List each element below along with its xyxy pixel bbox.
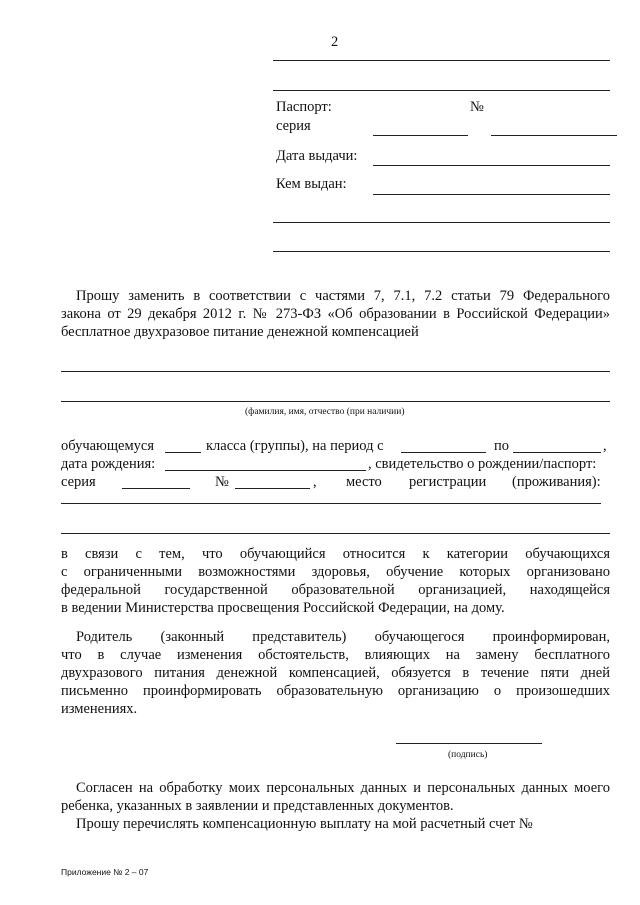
issued-by-field[interactable] [373,194,610,195]
passport-number-label: № [470,99,484,115]
signature-caption: (подпись) [448,750,488,760]
period-to-field[interactable] [513,452,601,453]
doc-number-label: № [215,474,229,490]
class-period-label: класса (группы), на период с [206,438,384,454]
parent-line-4: письменно проинформировать образовательную организацию о произошедших [61,683,610,699]
page-number: 2 [331,34,339,50]
passport-label: Паспорт: [276,99,332,115]
parent-line-2: что в случае изменения обстоятельств, влияющих на замену бесплатного [61,647,610,663]
passport-number-field[interactable] [491,135,617,136]
birth-certificate-label: , свидетельство о рождении/паспорт: [368,456,597,472]
parent-line-5: изменениях. [61,701,138,717]
class-field[interactable] [165,452,201,453]
reason-line-2: с ограниченными возможностями здоровья, обучение которых организовано [61,564,610,580]
reason-line-1: в связи с тем, что обучающийся относится к категории обучающихся [61,546,610,562]
period-from-field[interactable] [401,452,486,453]
birth-date-label: дата рождения: [61,456,156,472]
registration-field-2[interactable] [61,533,610,534]
parent-line-1: Родитель (законный представитель) обучающегося проинформирован, [76,629,610,645]
issued-by-field-2[interactable] [273,222,610,223]
doc-series-label: серия [61,474,96,490]
parent-line-3: двухразового питания денежной компенсацией, обязуется в течение пяти дней [61,665,610,681]
issued-by-label: Кем выдан: [276,176,347,192]
header-line-1 [273,60,610,61]
registration-word-2: регистрации [409,474,487,490]
registration-word-1: место [346,474,382,490]
fio-field-2[interactable] [61,401,610,402]
registration-field[interactable] [61,503,601,504]
footer-appendix: Приложение № 2 – 07 [61,867,149,877]
header-line-2 [273,90,610,91]
birth-date-field[interactable] [165,470,366,471]
issue-date-field[interactable] [373,165,610,166]
doc-number-comma: , [313,474,317,490]
passport-series-label: серия [276,118,311,134]
consent-line-1: Согласен на обработку моих персональных данных и персональных данных моего [76,780,610,796]
signature-field[interactable] [396,743,542,744]
account-request: Прошу перечислять компенсационную выплату на мой расчетный счет № [76,816,533,832]
consent-line-2: ребенка, указанных в заявлении и представленных документов. [61,798,454,814]
issued-by-field-3[interactable] [273,251,610,252]
fio-caption: (фамилия, имя, отчество (при наличии) [245,407,405,417]
registration-word-3: (проживания): [512,474,601,490]
doc-number-field[interactable] [235,488,310,489]
reason-line-4: в ведении Министерства просвещения Российской Федерации, на дому. [61,600,505,616]
request-line-3: бесплатное двухразовое питание денежной компенсацией [61,324,419,340]
period-comma: , [603,438,607,454]
request-line-1: Прошу заменить в соответствии с частями 7, 7.1, 7.2 статьи 79 Федерального [76,288,610,304]
fio-field[interactable] [61,371,610,372]
student-label: обучающемуся [61,438,155,454]
passport-series-field[interactable] [373,135,468,136]
request-line-2: закона от 29 декабря 2012 г. № 273-ФЗ «Об образовании в Российской Федерации» [61,306,610,322]
doc-series-field[interactable] [122,488,190,489]
period-to-label: по [494,438,510,454]
reason-line-3: федеральной государственной образовательной организацией, находящейся [61,582,610,598]
issue-date-label: Дата выдачи: [276,148,358,164]
